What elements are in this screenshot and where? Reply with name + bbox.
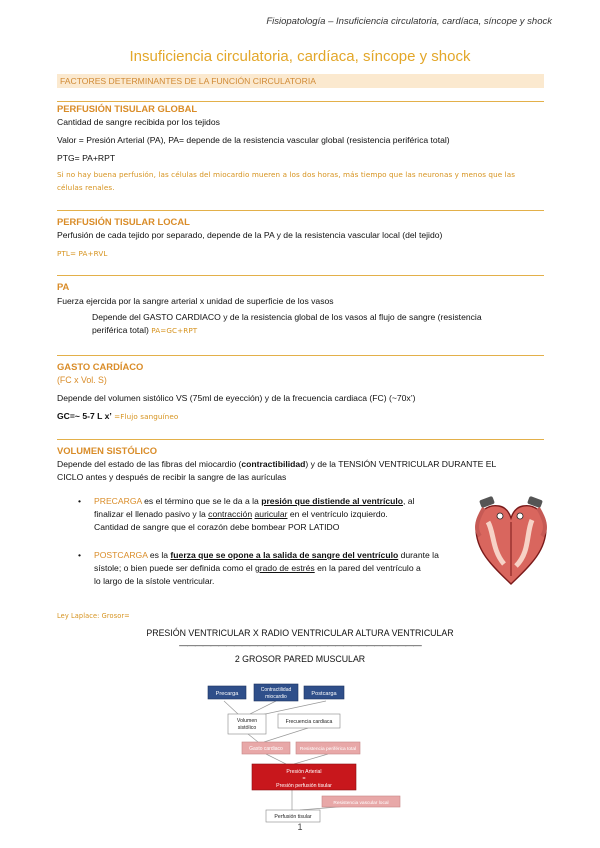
text-line: Fuerza ejercida por la sangre arterial x unidad de superficie de los vasos xyxy=(57,296,334,306)
text-line: Cantidad de sangre recibida por los tejidos xyxy=(57,117,220,127)
connector xyxy=(294,754,328,764)
formula-denominator: 2 GROSOR PARED MUSCULAR xyxy=(234,654,366,664)
heading-gasto-sub: (FC x Vol. S) xyxy=(57,375,107,385)
page-title: Insuficiencia circulatoria, cardíaca, síncope y shock xyxy=(129,48,471,65)
node-label: miocardio xyxy=(265,694,287,700)
section-divider xyxy=(57,275,544,276)
heading-gasto: GASTO CARDÍACO xyxy=(57,361,144,372)
text-span: durante la xyxy=(398,550,439,560)
text-span: Depende del GASTO CARDIACO y de la resistencia global de los vasos al flujo de sangre (resistencia xyxy=(92,312,482,322)
heading-pa: PA xyxy=(57,281,70,292)
node-label: sistólico xyxy=(237,725,257,731)
text-span: en el ventrículo izquierdo. xyxy=(287,509,388,519)
text-span: ) y de la TENSIÓN VENTRICULAR DURANTE EL xyxy=(305,459,497,469)
text-line: PTG= PA+RPT xyxy=(57,153,116,163)
text-span: lo largo de la sístole ventricular. xyxy=(94,576,215,586)
node-label: Presión Arterial xyxy=(286,769,322,775)
connector xyxy=(248,734,258,742)
text-line xyxy=(57,459,496,469)
text-span: Cantidad de sangre que el corazón debe bombear POR LATIDO xyxy=(94,522,340,532)
bullet-body xyxy=(94,495,478,534)
node-label: Resistencia periférica total xyxy=(299,747,357,752)
page-number: 1 xyxy=(297,822,303,832)
node-label: Postcarga xyxy=(311,691,337,697)
text-span: periférica total) xyxy=(92,325,149,335)
term-precarga: PRECARGA xyxy=(94,496,142,506)
text-span: presión que distiende al ventrículo xyxy=(261,496,404,506)
text-span: finalizar el llenado pasivo y la xyxy=(94,509,209,519)
node-label: Contractilidad xyxy=(260,687,292,693)
circulation-flow-diagram xyxy=(200,678,410,824)
text-line: Valor = Presión Arterial (PA), PA= depende de la resistencia vascular global (resistencia periférica total) xyxy=(57,135,450,145)
section-divider xyxy=(57,210,544,211)
text-span: es la xyxy=(147,550,171,560)
formula-rule: ——————————————————————————————— xyxy=(179,640,421,650)
text-span: en la pared del ventrículo a xyxy=(314,563,421,573)
bullet-dot: • xyxy=(78,496,82,506)
text-line: CICLO antes y después de recibir la sangre de las aurículas xyxy=(57,472,287,482)
text-line: Perfusión de cada tejido por separado, depende de la PA y de la resistencia vascular local (del tejido) xyxy=(57,230,443,240)
node-label: Presión perfusión tisular xyxy=(276,783,332,789)
bullet-dot: • xyxy=(78,550,82,560)
gc-line xyxy=(57,411,178,421)
node-label: Resistencia vascular local xyxy=(333,801,389,806)
term-postcarga: POSTCARGA xyxy=(94,550,148,560)
section-divider xyxy=(57,439,544,440)
heart-illustration xyxy=(470,492,552,588)
connector xyxy=(266,754,286,764)
handwritten-note: Si no hay buena perfusión, las células del miocardio mueren a los dos horas, más tiempo que las neuronas y menos que las xyxy=(57,170,516,179)
node-volumen xyxy=(228,714,266,734)
bullet-precarga xyxy=(78,495,478,535)
text-span: es el término que se le da a la xyxy=(141,496,262,506)
formula-numerator: PRESIÓN VENTRICULAR X RADIO VENTRICULAR ALTURA VENTRICULAR xyxy=(146,628,454,638)
running-header: Fisiopatología – Insuficiencia circulatoria, cardíaca, síncope y shock xyxy=(266,16,552,27)
section-banner: FACTORES DETERMINANTES DE LA FUNCIÓN CIRCULATORIA xyxy=(57,74,544,88)
handwritten-note: PA=GC+RPT xyxy=(151,326,198,335)
handwritten-note: células renales. xyxy=(57,183,115,192)
node-label: Gasto cardiaco xyxy=(249,746,283,752)
node-label: Volumen xyxy=(236,718,258,724)
text-span: grado de estrés xyxy=(255,563,315,573)
text-span: fuerza que se opone a la salida de sangre del ventrículo xyxy=(170,550,399,560)
text-span: , al xyxy=(403,496,415,506)
text-span: contracción xyxy=(208,509,253,519)
handwritten-note: PTL= PA+RVL xyxy=(57,249,108,258)
bullet-postcarga xyxy=(78,549,486,589)
heart-eye xyxy=(497,513,503,519)
indented-paragraph xyxy=(92,311,544,337)
node-label: Precarga xyxy=(215,691,239,697)
node-label: = xyxy=(302,776,306,782)
heading-perfusion-global: PERFUSIÓN TISULAR GLOBAL xyxy=(57,103,198,114)
heart-eye xyxy=(517,513,523,519)
bullet-body xyxy=(94,549,486,588)
heading-perfusion-local: PERFUSIÓN TISULAR LOCAL xyxy=(57,216,190,227)
text-span: Depende del estado de las fibras del miocardio ( xyxy=(57,459,242,469)
text-span: auricular xyxy=(254,509,288,519)
connector xyxy=(250,701,276,714)
node-label: Frecuencia cardiaca xyxy=(285,719,333,725)
handwritten-note: =Flujo sanguíneo xyxy=(114,412,179,421)
connector xyxy=(264,728,308,742)
gc-value: GC=~ 5-7 L x’ xyxy=(57,411,112,421)
section-divider xyxy=(57,355,544,356)
text-span: sístole; o bien puede ser definida como el xyxy=(94,563,255,573)
connector xyxy=(224,701,238,714)
handwritten-note: Ley Laplace: Grosor= xyxy=(57,612,130,620)
text-line: Depende del volumen sistólico VS (75ml de eyección) y de la frecuencia cardiaca (FC) (~70x’) xyxy=(57,393,416,403)
section-divider xyxy=(57,101,544,102)
heading-volumen: VOLUMEN SISTÓLICO xyxy=(57,445,158,456)
node-label: Perfusión tisular xyxy=(274,814,312,820)
text-span: contractibilidad xyxy=(241,459,306,469)
